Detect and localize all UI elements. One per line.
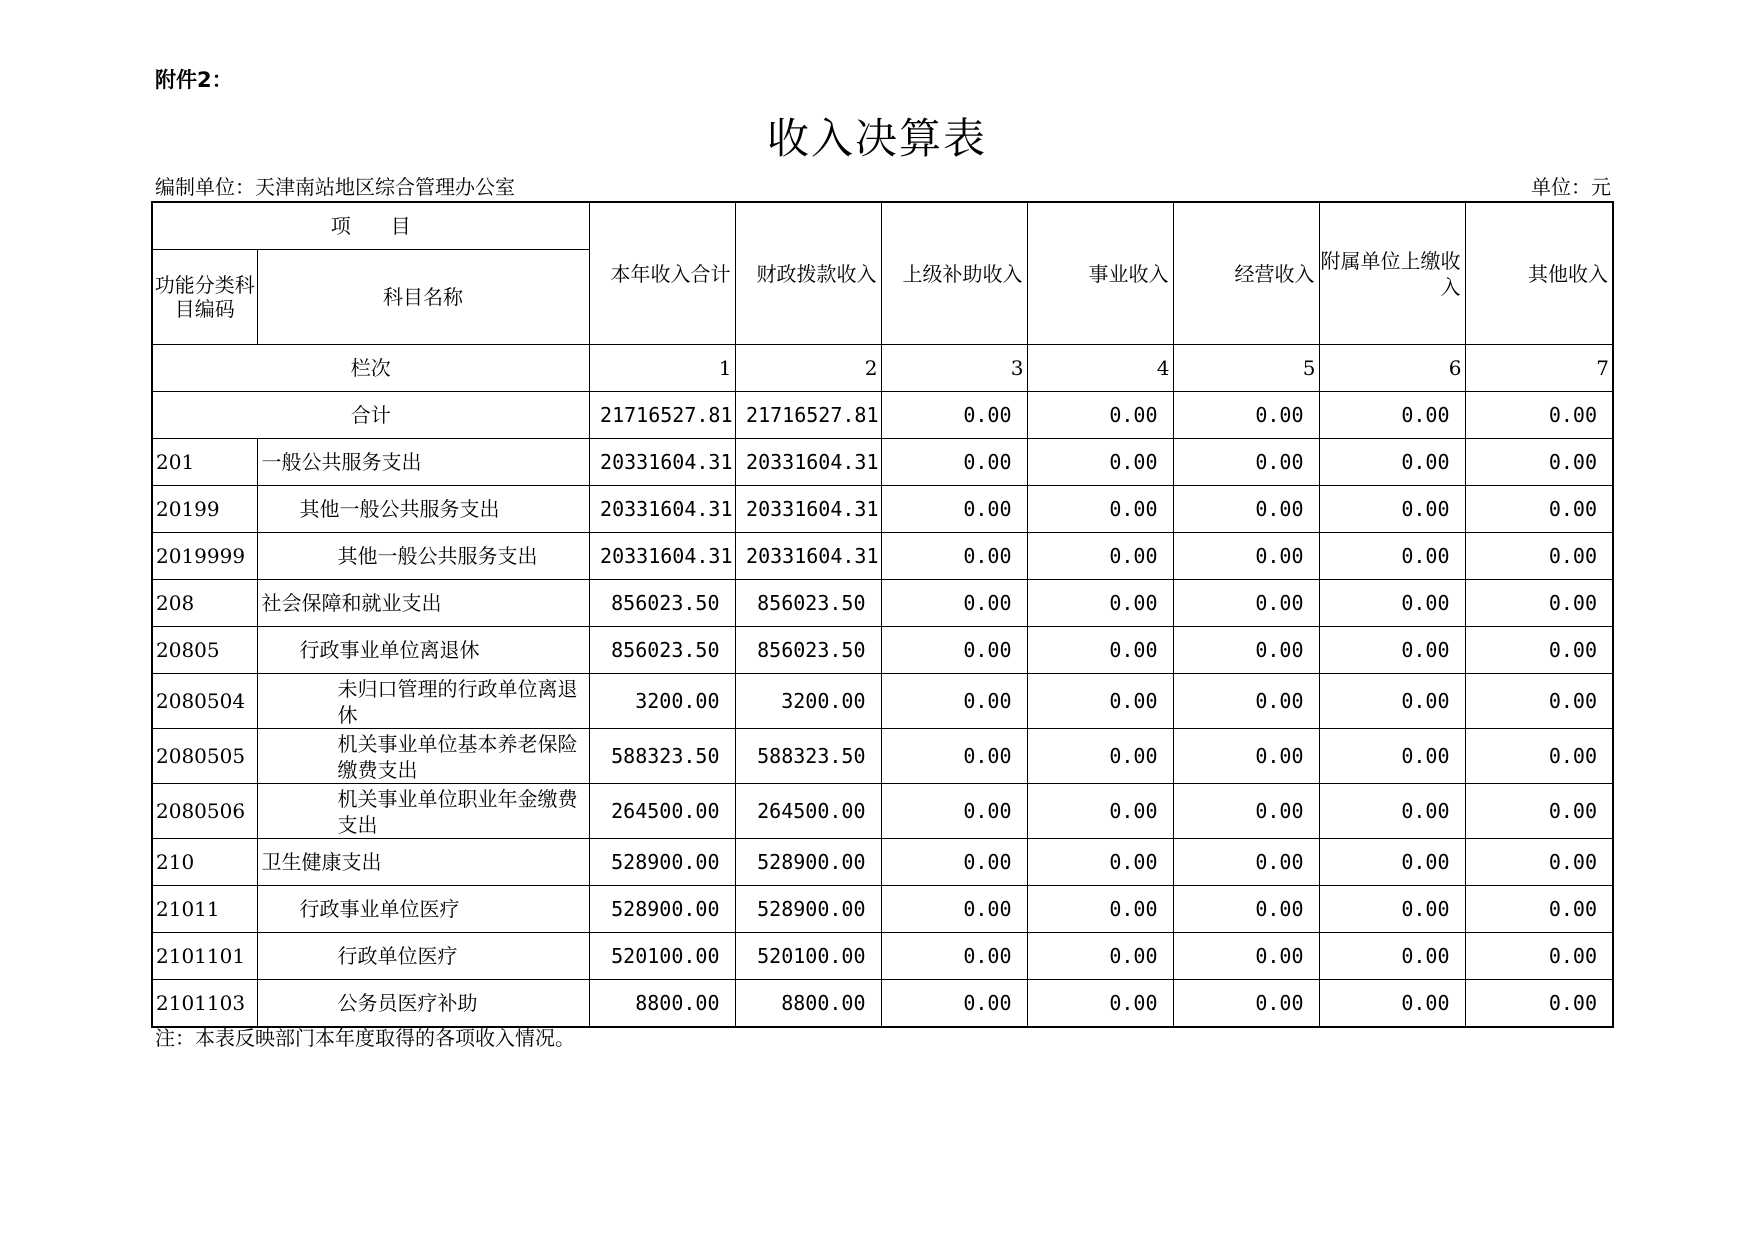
amount-cell: 0.00 [1027, 533, 1173, 580]
amount-cell: 856023.50 [735, 580, 881, 627]
table-row [152, 580, 1613, 627]
amount-cell: 0.00 [881, 627, 1027, 674]
amount-cell: 0.00 [881, 784, 1027, 839]
table-row [152, 627, 1613, 674]
index-cell: 5 [1173, 345, 1319, 392]
amount-cell: 588323.50 [589, 729, 735, 784]
table-row [152, 674, 1613, 729]
amount-cell: 0.00 [1173, 533, 1319, 580]
amount-cell: 0.00 [1027, 627, 1173, 674]
amount-cell: 20331604.31 [735, 533, 881, 580]
amount-cell: 0.00 [881, 533, 1027, 580]
amount-cell: 0.00 [881, 886, 1027, 933]
amount-cell: 20331604.31 [735, 439, 881, 486]
subject-name: 其他一般公共服务支出 [257, 533, 589, 580]
amount-cell: 0.00 [1465, 674, 1613, 729]
amount-cell: 0.00 [1319, 580, 1465, 627]
subject-name: 行政事业单位医疗 [257, 886, 589, 933]
amount-cell: 0.00 [881, 980, 1027, 1028]
compiler-unit: 编制单位：天津南站地区综合管理办公室 [155, 175, 515, 199]
amount-cell: 0.00 [1027, 486, 1173, 533]
header-col-5: 经营收入 [1173, 202, 1319, 345]
header-col-2: 财政拨款收入 [735, 202, 881, 345]
subject-name: 机关事业单位基本养老保险缴费支出 [257, 729, 589, 784]
header-name: 科目名称 [257, 250, 589, 345]
subject-name: 机关事业单位职业年金缴费支出 [257, 784, 589, 839]
amount-cell: 0.00 [881, 729, 1027, 784]
amount-cell: 0.00 [1319, 839, 1465, 886]
total-cell: 0.00 [1027, 392, 1173, 439]
amount-cell: 856023.50 [589, 627, 735, 674]
table-row [152, 839, 1613, 886]
page-title: 收入决算表 [766, 114, 987, 163]
amount-cell: 0.00 [1465, 980, 1613, 1028]
amount-cell: 0.00 [1027, 580, 1173, 627]
amount-cell: 528900.00 [735, 886, 881, 933]
amount-cell: 0.00 [1319, 729, 1465, 784]
table-row [152, 533, 1613, 580]
table-row [152, 729, 1613, 784]
index-cell: 2 [735, 345, 881, 392]
amount-cell: 588323.50 [735, 729, 881, 784]
amount-cell: 0.00 [1465, 933, 1613, 980]
amount-cell: 0.00 [1027, 980, 1173, 1028]
amount-cell: 0.00 [881, 674, 1027, 729]
amount-cell: 0.00 [881, 839, 1027, 886]
amount-cell: 528900.00 [589, 886, 735, 933]
amount-cell: 20331604.31 [735, 486, 881, 533]
amount-cell: 0.00 [1319, 980, 1465, 1028]
amount-cell: 0.00 [1173, 886, 1319, 933]
amount-cell: 0.00 [1027, 886, 1173, 933]
total-cell: 0.00 [1173, 392, 1319, 439]
amount-cell: 0.00 [1319, 533, 1465, 580]
subject-code: 2080505 [152, 729, 257, 784]
amount-cell: 856023.50 [589, 580, 735, 627]
amount-cell: 0.00 [881, 933, 1027, 980]
header-col-4: 事业收入 [1027, 202, 1173, 345]
amount-cell: 0.00 [881, 486, 1027, 533]
table-row [152, 784, 1613, 839]
table-row [152, 980, 1613, 1028]
subject-code: 20805 [152, 627, 257, 674]
amount-cell: 8800.00 [735, 980, 881, 1028]
amount-cell: 520100.00 [735, 933, 881, 980]
subject-code: 21011 [152, 886, 257, 933]
amount-cell: 0.00 [1319, 486, 1465, 533]
amount-cell: 0.00 [1465, 486, 1613, 533]
amount-cell: 0.00 [1319, 627, 1465, 674]
amount-cell: 3200.00 [735, 674, 881, 729]
amount-cell: 264500.00 [735, 784, 881, 839]
table-row [152, 886, 1613, 933]
amount-cell: 0.00 [1173, 674, 1319, 729]
subject-name: 行政事业单位离退休 [257, 627, 589, 674]
index-cell: 6 [1319, 345, 1465, 392]
index-cell: 7 [1465, 345, 1613, 392]
subject-name: 一般公共服务支出 [257, 439, 589, 486]
index-cell: 3 [881, 345, 1027, 392]
amount-cell: 0.00 [1465, 729, 1613, 784]
amount-cell: 0.00 [1465, 784, 1613, 839]
amount-cell: 0.00 [1173, 839, 1319, 886]
subject-code: 2080504 [152, 674, 257, 729]
amount-cell: 0.00 [1027, 839, 1173, 886]
header-col-1: 本年收入合计 [589, 202, 735, 345]
amount-cell: 0.00 [1319, 933, 1465, 980]
amount-cell: 0.00 [1173, 933, 1319, 980]
amount-cell: 0.00 [1173, 439, 1319, 486]
header-col-3: 上级补助收入 [881, 202, 1027, 345]
amount-cell: 528900.00 [589, 839, 735, 886]
subject-code: 201 [152, 439, 257, 486]
amount-cell: 0.00 [1465, 839, 1613, 886]
subject-name: 行政单位医疗 [257, 933, 589, 980]
total-row-label: 合计 [152, 392, 589, 439]
attachment-label: 附件2： [155, 68, 233, 92]
footnote: 注：本表反映部门本年度取得的各项收入情况。 [155, 1026, 575, 1050]
subject-code: 2101101 [152, 933, 257, 980]
amount-cell: 0.00 [881, 580, 1027, 627]
amount-cell: 0.00 [1319, 674, 1465, 729]
subject-name: 未归口管理的行政单位离退休 [257, 674, 589, 729]
total-cell: 0.00 [881, 392, 1027, 439]
amount-cell: 0.00 [1027, 674, 1173, 729]
amount-cell: 528900.00 [735, 839, 881, 886]
amount-cell: 0.00 [1173, 784, 1319, 839]
subject-code: 210 [152, 839, 257, 886]
table-row [152, 486, 1613, 533]
amount-cell: 20331604.31 [589, 533, 735, 580]
subject-name: 卫生健康支出 [257, 839, 589, 886]
amount-cell: 856023.50 [735, 627, 881, 674]
amount-cell: 0.00 [1173, 580, 1319, 627]
amount-cell: 520100.00 [589, 933, 735, 980]
total-cell: 21716527.81 [589, 392, 735, 439]
subject-name: 公务员医疗补助 [257, 980, 589, 1028]
index-row-label: 栏次 [152, 345, 589, 392]
amount-cell: 264500.00 [589, 784, 735, 839]
amount-cell: 0.00 [1319, 784, 1465, 839]
amount-cell: 0.00 [1319, 439, 1465, 486]
amount-cell: 0.00 [1173, 729, 1319, 784]
subject-name: 社会保障和就业支出 [257, 580, 589, 627]
amount-cell: 0.00 [1027, 933, 1173, 980]
subject-code: 2080506 [152, 784, 257, 839]
income-table [151, 201, 1614, 1028]
amount-cell: 0.00 [1027, 784, 1173, 839]
header-project: 项 目 [152, 202, 589, 250]
header-col-6: 附属单位上缴收入 [1319, 202, 1465, 345]
subject-code: 208 [152, 580, 257, 627]
subject-code: 2101103 [152, 980, 257, 1028]
amount-cell: 0.00 [1465, 627, 1613, 674]
amount-cell: 3200.00 [589, 674, 735, 729]
amount-cell: 8800.00 [589, 980, 735, 1028]
amount-cell: 0.00 [1027, 729, 1173, 784]
amount-cell: 0.00 [1173, 627, 1319, 674]
index-cell: 4 [1027, 345, 1173, 392]
amount-cell: 20331604.31 [589, 439, 735, 486]
amount-cell: 0.00 [1173, 486, 1319, 533]
total-cell: 0.00 [1319, 392, 1465, 439]
currency-unit: 单位：元 [1531, 175, 1611, 199]
amount-cell: 20331604.31 [589, 486, 735, 533]
total-cell: 0.00 [1465, 392, 1613, 439]
amount-cell: 0.00 [1465, 886, 1613, 933]
subject-name: 其他一般公共服务支出 [257, 486, 589, 533]
total-cell: 21716527.81 [735, 392, 881, 439]
amount-cell: 0.00 [1465, 439, 1613, 486]
amount-cell: 0.00 [1027, 439, 1173, 486]
table-row [152, 439, 1613, 486]
amount-cell: 0.00 [1319, 886, 1465, 933]
header-col-7: 其他收入 [1465, 202, 1613, 345]
subject-code: 20199 [152, 486, 257, 533]
table-row [152, 933, 1613, 980]
subject-code: 2019999 [152, 533, 257, 580]
amount-cell: 0.00 [881, 439, 1027, 486]
amount-cell: 0.00 [1173, 980, 1319, 1028]
index-cell: 1 [589, 345, 735, 392]
amount-cell: 0.00 [1465, 580, 1613, 627]
amount-cell: 0.00 [1465, 533, 1613, 580]
header-code: 功能分类科目编码 [152, 250, 257, 345]
